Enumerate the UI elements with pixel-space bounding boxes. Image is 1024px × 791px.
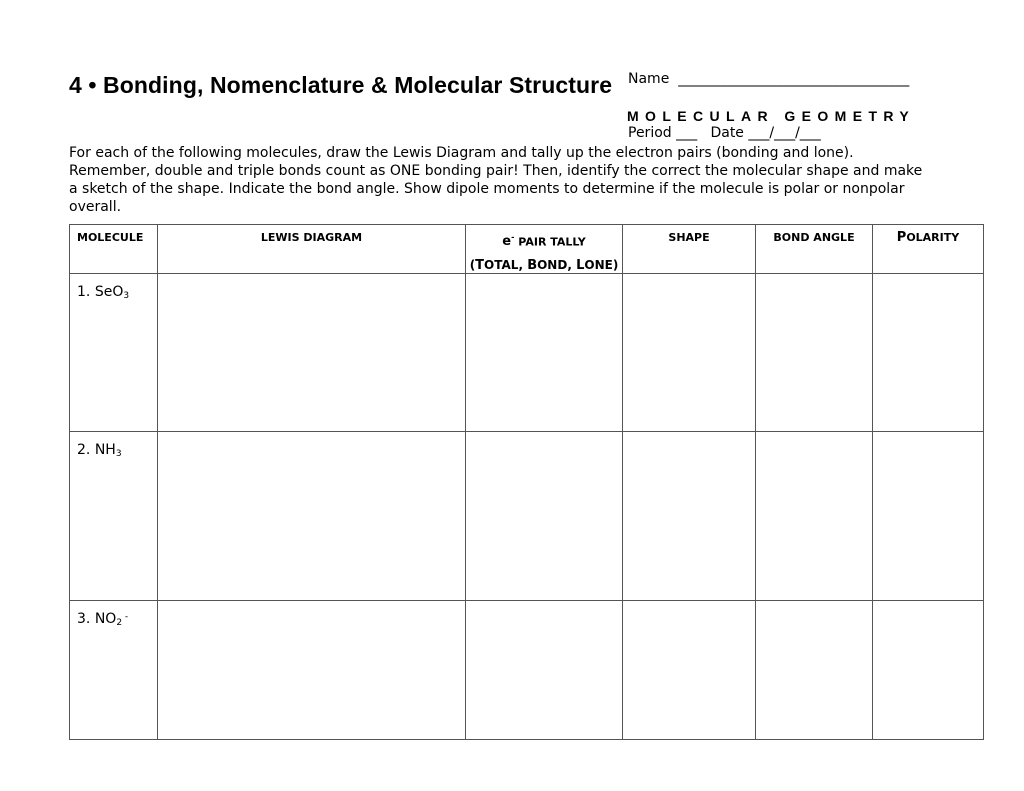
section-subtitle: MOLECULAR GEOMETRY — [627, 108, 916, 124]
table-header-row — [70, 225, 984, 274]
pair-tally-cell[interactable] — [466, 274, 623, 432]
header-lewis-diagram: LEWIS DIAGRAM — [158, 225, 466, 274]
header-pair-tally: e- PAIR TALLY (TOTAL, BOND, LONE) — [466, 225, 623, 274]
instructions-line-4: overall. — [69, 199, 122, 215]
table-row — [70, 601, 984, 740]
shape-cell[interactable] — [623, 274, 756, 432]
molecule-cell: 2. $NH_3$ — [70, 432, 158, 601]
instructions-line-1: For each of the following molecules, draw the Lewis Diagram and tally up the electron pairs (bonding and lone). — [69, 145, 854, 161]
name-period-date-block — [628, 34, 909, 160]
header-polarity: POLARITY — [873, 225, 984, 274]
polarity-cell[interactable] — [873, 432, 984, 601]
header-molecule: MOLECULE — [70, 225, 158, 274]
bond-angle-cell[interactable] — [756, 601, 873, 740]
header-bond-angle: BOND ANGLE — [756, 225, 873, 274]
bond-angle-cell[interactable] — [756, 274, 873, 432]
pair-tally-cell[interactable] — [466, 432, 623, 601]
table-row — [70, 274, 984, 432]
lewis-diagram-cell[interactable] — [158, 274, 466, 432]
molecule-cell: 1. SeO$_3$ — [70, 274, 158, 432]
tally-subheader: (TOTAL, BOND, LONE) — [469, 258, 619, 274]
electron-symbol: e- — [502, 233, 515, 250]
table-row — [70, 432, 984, 601]
instructions-line-3: a sketch of the shape. Indicate the bond angle. Show dipole moments to determine if the molecule is polar or nonpolar — [69, 181, 905, 197]
molecular-geometry-table — [69, 224, 984, 740]
lewis-diagram-cell[interactable] — [158, 601, 466, 740]
page-title: 4 • Bonding, Nomenclature & Molecular Structure — [69, 72, 613, 98]
shape-cell[interactable] — [623, 432, 756, 601]
polarity-cell[interactable] — [873, 601, 984, 740]
header-shape: SHAPE — [623, 225, 756, 274]
name-line[interactable]: Name _________________________________ — [628, 71, 910, 87]
pair-tally-cell[interactable] — [466, 601, 623, 740]
polarity-cell[interactable] — [873, 274, 984, 432]
instructions-paragraph — [69, 144, 939, 216]
instructions-line-2: Remember, double and triple bonds count as ONE bonding pair! Then, identify the correct the molecular shape and make — [69, 163, 923, 179]
shape-cell[interactable] — [623, 601, 756, 740]
lewis-diagram-cell[interactable] — [158, 432, 466, 601]
bond-angle-cell[interactable] — [756, 432, 873, 601]
molecule-cell: 3. $NO_2$ - — [70, 601, 158, 740]
period-date-line[interactable]: Period ___ Date ___/___/___ — [628, 125, 821, 141]
